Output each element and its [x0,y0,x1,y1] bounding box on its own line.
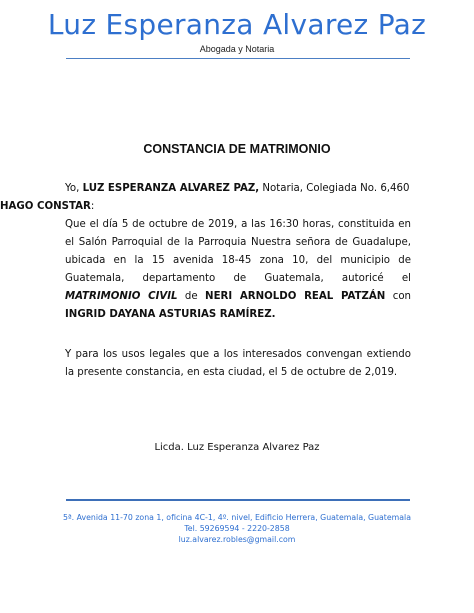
intro-line [65,180,411,198]
footer-divider [66,499,410,501]
bride-name: INGRID DAYANA ASTURIAS RAMÍREZ. [65,309,276,320]
footer-address: 5ª. Avenida 11-70 zona 1, oficina 4C-1, 4º. nivel, Edificio Herrera, Guatemala, Guatemala [63,513,411,522]
letterhead-name: Luz Esperanza Alvarez Paz [47,8,427,41]
main-paragraph-part1: Que el día 5 de octubre de 2019, a las 16:30 horas, constituida en el Salón Parroquial de la Parroquia Nuestra señora de Guadalupe, ubicada en la 15 avenida 18-45 zona 10, del municipio de Guatemala, departamento de Guatemala, autoricé el [65,219,411,284]
footer-email: luz.alvarez.robles@gmail.com [178,535,296,544]
closing-paragraph: Y para los usos legales que a los interesados convengan extiendo la presente constancia, en esta ciudad, el 5 de octubre de 2,019. [65,349,411,378]
main-paragraph-part3: con [385,291,412,302]
header-divider [66,58,410,59]
groom-name: NERI ARNOLDO REAL PATZÁN [205,291,386,302]
notary-name: LUZ ESPERANZA ALVAREZ PAZ, [82,183,260,194]
hago-constar-text: HAGO CONSTAR [0,201,91,212]
footer [0,512,474,545]
intro-suffix: Notaria, Colegiada No. 6,460 [259,183,410,194]
document-title: CONSTANCIA DE MATRIMONIO [143,142,331,156]
intro-prefix: Yo, [65,183,83,194]
hago-constar-heading [0,198,474,216]
footer-phone: Tel. 59269594 - 2220-2858 [184,524,290,533]
hago-constar-colon: : [90,201,95,212]
letterhead-role: Abogada y Notaria [199,44,275,54]
main-paragraph-part2: de [177,291,206,302]
main-paragraph [65,216,411,324]
signature-line: Licda. Luz Esperanza Alvarez Paz [154,442,320,453]
matrimonio-civil: MATRIMONIO CIVIL [65,291,178,302]
